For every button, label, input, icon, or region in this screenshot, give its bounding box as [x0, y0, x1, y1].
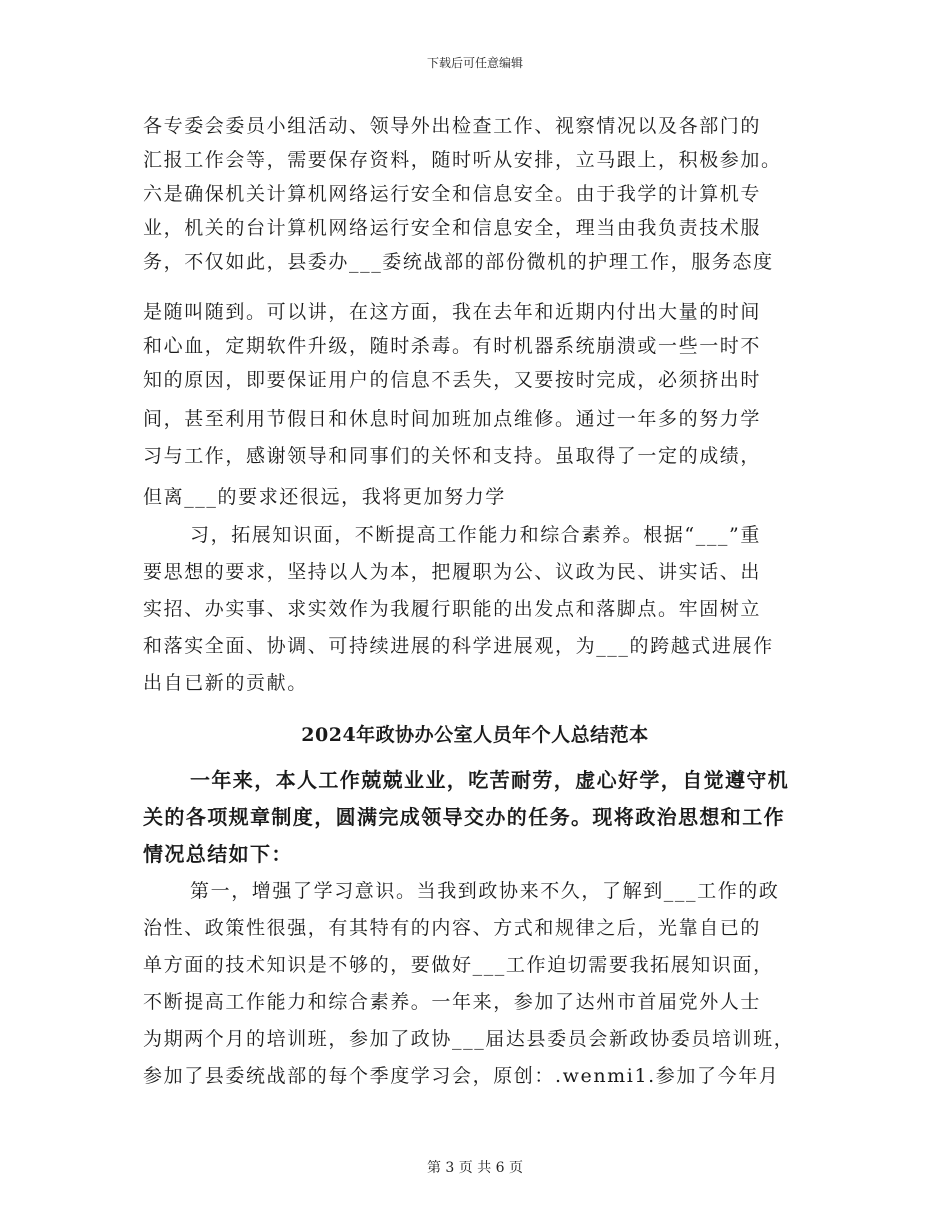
intro-line: 情况总结如下：	[143, 842, 293, 866]
text-line: 出自已新的贡献。	[143, 672, 308, 694]
text-line: 实招、办实事、求实效作为我履行职能的出发点和落脚点。牢固树立	[143, 598, 762, 620]
text-line: 习，拓展知识面，不断提高工作能力和综合素养。根据“___”重	[190, 524, 761, 546]
text-line: 为期两个月的培训班，参加了政协___届达县委员会新政协委员培训班，	[143, 1028, 795, 1050]
text-line: 间，甚至利用节假日和休息时间加班加点维修。通过一年多的努力学	[143, 408, 762, 430]
section-title: 2024年政协办公室人员年个人总结范本	[301, 724, 649, 746]
text-line: 汇报工作会等，需要保存资料，随时听从安排，立马跟上，积极参加。	[143, 149, 782, 171]
text-line: 但离___的要求还很远，我将更加努力学	[143, 486, 506, 508]
text-line: 务，不仅如此，县委办___委统战部的部份微机的护理工作，服务态度	[143, 251, 774, 273]
text-line: 是随叫随到。可以讲，在这方面，我在去年和近期内付出大量的时间	[143, 301, 762, 323]
text-line: 单方面的技术知识是不够的，要做好___工作迫切需要我拓展知识面，	[143, 954, 774, 976]
intro-line: 关的各项规章制度，圆满完成领导交办的任务。现将政治思想和工作	[143, 805, 785, 829]
text-line: 要思想的要求，坚持以人为本，把履职为公、议政为民、讲实话、出	[143, 561, 762, 583]
intro-line: 一年来，本人工作兢兢业业，吃苦耐劳，虚心好学，自觉遵守机	[190, 768, 790, 792]
text-line: 和心血，定期软件升级，随时杀毒。有时机器系统崩溃或一些一时不	[143, 335, 762, 357]
text-line: 和落实全面、协调、可持续进展的科学进展观，为___的跨越式进展作	[143, 635, 774, 657]
text-line: 各专委会委员小组活动、领导外出检查工作、视察情况以及各部门的	[143, 115, 762, 137]
text-line: 知的原因，即要保证用户的信息不丢失，又要按时完成，必须挤出时	[143, 369, 762, 391]
text-line: 第一，增强了学习意识。当我到政协来不久，了解到___工作的政	[190, 880, 780, 902]
text-line: 参加了县委统战部的每个季度学习会，原创：.wenmi1.参加了今年月	[143, 1065, 780, 1087]
text-line: 习与工作，感谢领导和同事们的关怀和支持。虽取得了一定的成绩，	[143, 445, 762, 467]
page-header: 下载后可任意编辑	[426, 56, 523, 70]
text-line: 六是确保机关计算机网络运行安全和信息安全。由于我学的计算机专	[143, 183, 762, 205]
page-footer: 第 3 页 共 6 页	[426, 1160, 524, 1176]
text-line: 治性、政策性很强，有其特有的内容、方式和规律之后，光靠自已的	[143, 917, 762, 939]
text-line: 不断提高工作能力和综合素养。一年来，参加了达州市首届党外人士	[143, 991, 762, 1013]
text-line: 业，机关的台计算机网络运行安全和信息安全，理当由我负责技术服	[143, 217, 762, 239]
